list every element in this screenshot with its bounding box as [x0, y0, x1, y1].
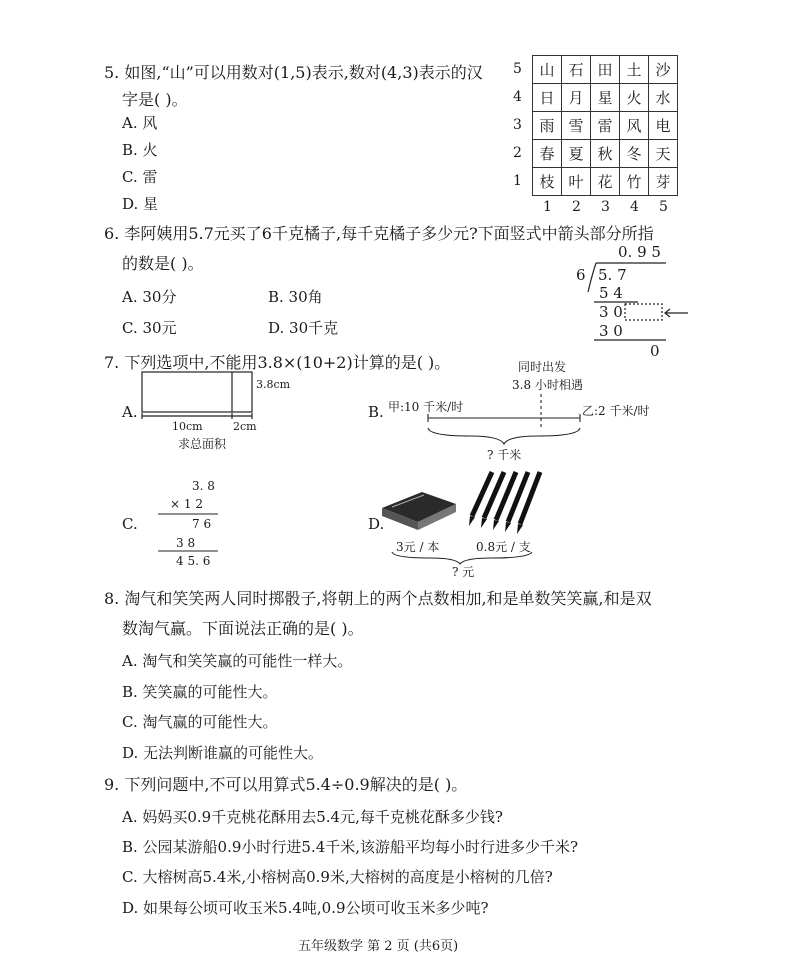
q6-option-b: B. 30角	[268, 288, 323, 306]
division-step2: 3 0	[599, 303, 623, 321]
grid-cell: 枝	[533, 168, 562, 196]
q6-option-d: D. 30千克	[268, 319, 339, 337]
book-icon	[382, 492, 456, 530]
q9-option-c: C. 大榕树高5.4米,小榕树高0.9米,大榕树的高度是小榕树的几倍?	[122, 868, 553, 886]
grid-cell: 沙	[649, 56, 678, 84]
grid-cell: 月	[562, 84, 591, 112]
q9-stem: 9. 下列问题中,不可以用算式5.4÷0.9解决的是( )。	[104, 775, 468, 794]
q5-stem-line1: 5. 如图,“山”可以用数对(1,5)表示,数对(4,3)表示的汉	[104, 63, 483, 82]
distance-brace	[428, 428, 580, 444]
division-bracket	[588, 263, 596, 292]
grid-cell: 春	[533, 140, 562, 168]
grid-cell: 土	[620, 56, 649, 84]
mult-lines	[158, 514, 218, 551]
q6-option-c: C. 30元	[122, 319, 177, 337]
dashed-box	[625, 304, 662, 320]
q6-option-a: A. 30分	[122, 288, 177, 306]
q7-option-a-label: A.	[122, 403, 138, 421]
mult-row-3: 7 6	[192, 517, 212, 531]
meet-label-2: 3.8 小时相遇	[512, 378, 583, 392]
page-footer: 五年级数学 第 2 页 (共6页)	[298, 939, 459, 954]
q5-stem-line2: 字是( )。	[122, 90, 188, 109]
grid-cell: 风	[620, 112, 649, 140]
division-step1: 5 4	[599, 284, 623, 302]
distance-question: ? 千米	[487, 448, 522, 462]
q5-option-a: A. 风	[122, 114, 158, 132]
rect-caption: 求总面积	[178, 437, 227, 451]
grid-row-label: 5	[513, 61, 522, 77]
rect-figure	[142, 372, 252, 419]
grid-cell: 花	[591, 168, 620, 196]
grid-cell: 火	[620, 84, 649, 112]
speed-yi: 乙:2 千米/时	[582, 404, 650, 418]
q7-option-b-label: B.	[368, 403, 384, 421]
big-rectangle	[142, 372, 252, 412]
grid-row-label: 2	[513, 145, 522, 161]
mult-row-4: 3 8	[176, 536, 196, 550]
q5-option-d: D. 星	[122, 195, 159, 213]
q8-option-a: A. 淘气和笑笑赢的可能性一样大。	[122, 652, 353, 670]
grid-cell: 日	[533, 84, 562, 112]
q5-option-b: B. 火	[122, 141, 158, 159]
pencil-price: 0.8元 / 支	[476, 540, 531, 554]
book-price: 3元 / 本	[396, 540, 440, 554]
grid-cell: 雨	[533, 112, 562, 140]
total-question: ? 元	[452, 565, 475, 579]
q7-option-d-label: D.	[368, 515, 385, 533]
q7-option-c-label: C.	[122, 515, 138, 533]
price-brace	[392, 552, 532, 564]
q8-stem-line1: 8. 淘气和笑笑两人同时掷骰子,将朝上的两个点数相加,和是单数笑笑赢,和是双	[104, 589, 652, 608]
rect-height-label: 3.8cm	[256, 378, 291, 391]
q8-option-b: B. 笑笑赢的可能性大。	[122, 683, 278, 701]
division-step3: 3 0	[599, 322, 623, 340]
q8-stem-line2: 数淘气赢。下面说法正确的是( )。	[122, 619, 364, 638]
grid-cell: 石	[562, 56, 591, 84]
grid-cell: 田	[591, 56, 620, 84]
division-remainder: 0	[650, 342, 660, 360]
speed-jia: 甲:10 千米/时	[388, 400, 464, 414]
grid-cell: 芽	[649, 168, 678, 196]
grid-col-label: 3	[601, 199, 610, 215]
q9-option-d: D. 如果每公顷可收玉米5.4吨,0.9公顷可收玉米多少吨?	[122, 899, 489, 917]
grid-cell: 山	[533, 56, 562, 84]
rect-width2-label: 2cm	[233, 420, 257, 433]
q6-stem-line2: 的数是( )。	[122, 254, 204, 273]
grid-row-label: 3	[513, 117, 522, 133]
q9-option-a: A. 妈妈买0.9千克桃花酥用去5.4元,每千克桃花酥多少钱?	[122, 808, 503, 826]
grid-col-label: 5	[659, 199, 668, 215]
q7-stem: 7. 下列选项中,不能用3.8×(10+2)计算的是( )。	[104, 353, 451, 372]
grid-cell: 星	[591, 84, 620, 112]
grid-cell: 雪	[562, 112, 591, 140]
division-quotient: 0. 9 5	[618, 243, 661, 261]
grid-cell: 雷	[591, 112, 620, 140]
q6-stem-line1: 6. 李阿姨用5.7元买了6千克橘子,每千克橘子多少元?下面竖式中箭头部分所指	[104, 224, 654, 243]
meet-label-1: 同时出发	[518, 360, 567, 374]
q9-option-b: B. 公园某游船0.9小时行进5.4千米,该游船平均每小时行进多少千米?	[122, 838, 579, 856]
mult-row-2: × 1 2	[170, 497, 203, 511]
division-lines	[588, 263, 688, 340]
grid-col-label: 2	[572, 199, 581, 215]
grid-cell: 水	[649, 84, 678, 112]
grid-cell: 竹	[620, 168, 649, 196]
division-divisor: 6	[576, 266, 586, 284]
grid-row-label: 1	[513, 173, 522, 189]
grid-cell: 天	[649, 140, 678, 168]
q5-option-c: C. 雷	[122, 168, 158, 186]
mult-row-1: 3. 8	[192, 479, 215, 493]
mult-row-5: 4 5. 6	[176, 554, 211, 568]
meeting-diagram	[428, 394, 580, 444]
grid-cell: 冬	[620, 140, 649, 168]
grid-cell: 夏	[562, 140, 591, 168]
rect-width1-label: 10cm	[172, 420, 203, 433]
division-dividend: 5. 7	[598, 266, 627, 284]
grid-col-label: 4	[630, 199, 639, 215]
grid-cell: 叶	[562, 168, 591, 196]
grid-cell: 秋	[591, 140, 620, 168]
q8-option-c: C. 淘气赢的可能性大。	[122, 713, 278, 731]
grid-cell: 电	[649, 112, 678, 140]
grid-row-label: 4	[513, 89, 522, 105]
q8-option-d: D. 无法判断谁赢的可能性大。	[122, 744, 324, 762]
grid-col-label: 1	[543, 199, 552, 215]
pencils-icon	[472, 472, 540, 524]
